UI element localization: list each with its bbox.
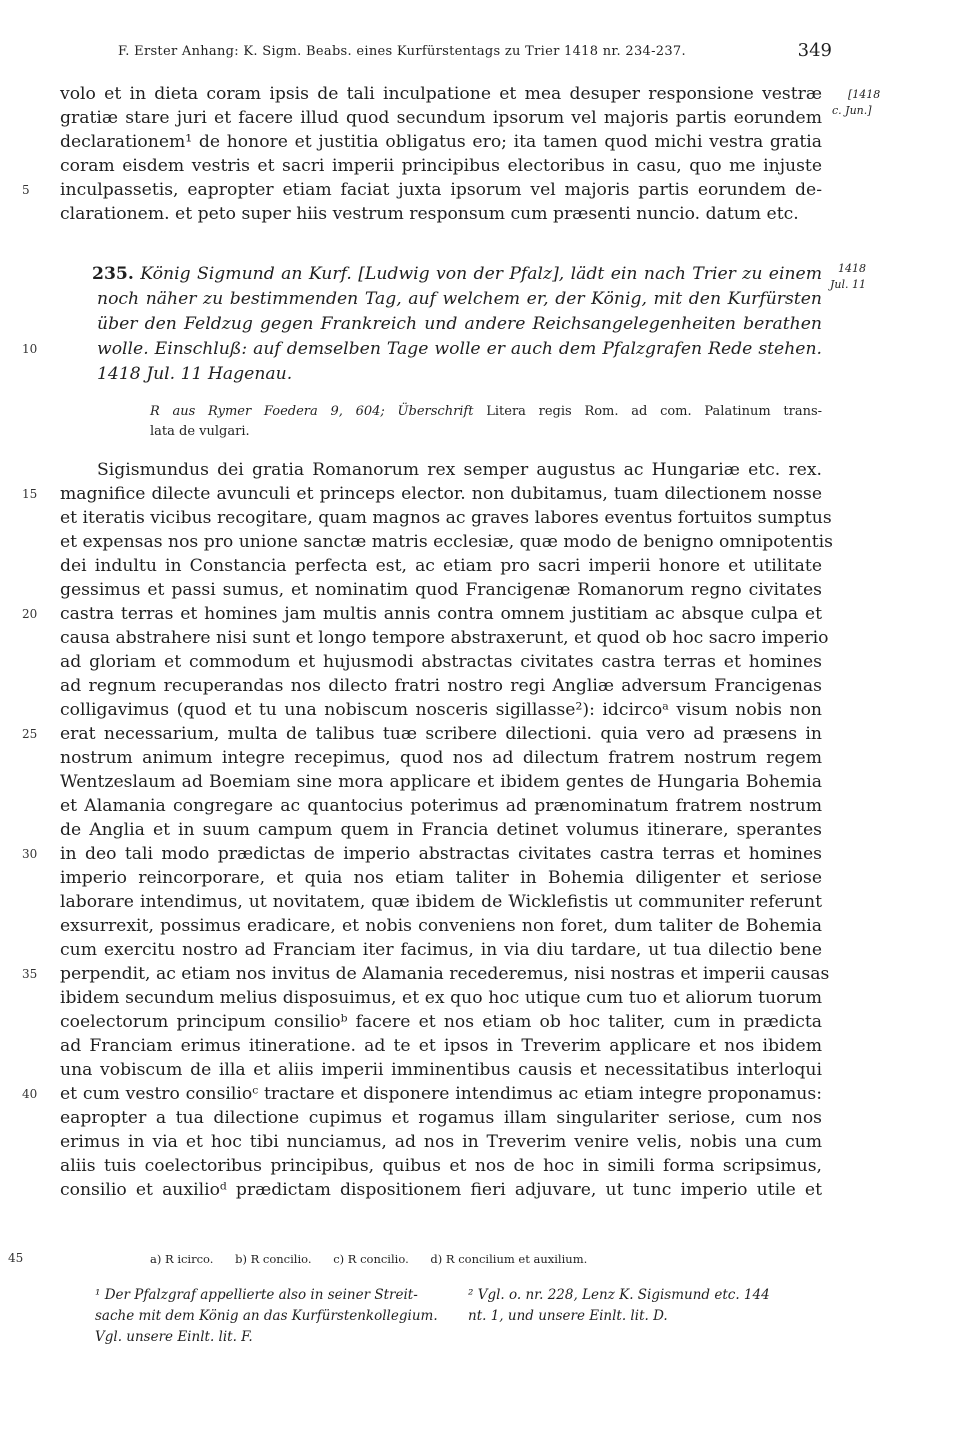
text-line: gessimus et passi sumus, et nominatim quod Francigenæ Romanorum regno civitates (60, 580, 822, 600)
text-line: causa abstrahere nisi sunt et longo tempore abstraxerunt, et quod ob hoc sacro imperio (60, 628, 829, 648)
doc-heading-line: 1418 Jul. 11 Hagenau. (97, 364, 293, 384)
text-line: castra terras et homines jam multis annis contra omnem justitiam ac absque culpa et (60, 604, 822, 624)
text-line: ibidem secundum melius disposuimus, et ex quo hoc utique cum tuo et aliorum tuorum (60, 988, 822, 1008)
text-line: et iteratis vicibus recogitare, quam magnos ac graves labores eventus fortuitos sumptus (60, 508, 832, 528)
source-note-line: lata de vulgari. (150, 424, 250, 439)
line-number: 25 (22, 727, 38, 741)
text-line: ad Franciam erimus itineratione. ad te et ipsos in Treverim applicare et nos ibidem (60, 1036, 822, 1056)
doc-heading-line: wolle. Einschluß: auf demselben Tage wolle er auch dem Pfalzgrafen Rede stehen. (97, 339, 822, 359)
text-line: coram eisdem vestris et sacri imperii principibus electoribus in casu, quo me injuste (60, 156, 822, 176)
text-line: aliis tuis coelectoribus principibus, quibus et nos de hoc in simili forma scripsimus, (60, 1156, 822, 1176)
line-number: 15 (22, 487, 38, 501)
text-line: erat necessarium, multa de talibus tuæ scribere dilectioni. quia vero ad præsens in (60, 724, 822, 744)
running-header (118, 40, 832, 66)
apparatus-note: b) R concilio. (235, 1252, 312, 1266)
apparatus-note: c) R concilio. (333, 1252, 409, 1266)
source-note-italic: R aus Rymer Foedera 9, 604; Überschrift (150, 404, 474, 419)
text-line: Wentzeslaum ad Boemiam sine mora applicare et ibidem gentes de Hungaria Bohemia (60, 772, 822, 792)
line-number: 5 (22, 183, 30, 197)
margin-date-235-day: Jul. 11 (830, 278, 867, 291)
margin-date-top-year: [1418 (848, 88, 881, 101)
text-line: Sigismundus dei gratia Romanorum rex semper augustus ac Hungariæ etc. rex. (97, 460, 822, 480)
line-number: 40 (22, 1087, 38, 1101)
text-line: erimus in via et hoc tibi nunciamus, ad nos in Treverim venire velis, nobis una cum (60, 1132, 822, 1152)
apparatus-note: a) R icirco. (150, 1252, 214, 1266)
line-number: 35 (22, 967, 38, 981)
text-line: dei indultu in Constancia perfecta est, ac etiam pro sacri imperii honore et utilitate (60, 556, 822, 576)
text-line: eapropter a tua dilectione cupimus et rogamus illam singulariter seriose, cum nos (60, 1108, 822, 1128)
text-line: exsurrexit, possimus eradicare, et nobis conveniens non foret, dum taliter de Bohemia (60, 916, 822, 936)
footnote-line: Vgl. unsere Einlt. lit. F. (95, 1329, 253, 1345)
footnote-line: ² Vgl. o. nr. 228, Lenz K. Sigismund etc. 144 (468, 1287, 770, 1303)
doc-heading-line (92, 262, 822, 286)
doc-heading-line: noch näher zu bestimmenden Tag, auf welchem er, der König, mit den Kurfürsten (97, 289, 822, 309)
text-line: de Anglia et in suum campum quem in Francia detinet volumus itinerare, sperantes (60, 820, 822, 840)
source-note-rest: Litera regis Rom. ad com. Palatinum trans- (486, 404, 823, 419)
footnote-2 (468, 1285, 828, 1327)
text-line: et Alamania congregare ac quantocius poterimus ad prænominatum fratrem nostrum (60, 796, 822, 816)
line-number: 20 (22, 607, 38, 621)
margin-date-235-year: 1418 (838, 262, 866, 275)
running-title: F. Erster Anhang: K. Sigm. Beabs. eines Kurfürstentags zu Trier 1418 nr. 234-237. (118, 44, 686, 59)
text-line: magnifice dilecte avunculi et princeps elector. non dubitamus, tuam dilectionem nosse (60, 484, 822, 504)
line-number: 45 (8, 1251, 24, 1265)
apparatus-note: d) R concilium et auxilium. (430, 1252, 588, 1266)
text-line: imperio reincorporare, et quia nos etiam taliter in Bohemia diligenter et seriose (60, 868, 822, 888)
page-number: 349 (797, 40, 832, 61)
text-line: volo et in dieta coram ipsis de tali inculpatione et mea desuper responsione vestræ (60, 84, 822, 104)
text-line: nostrum animum integre recepimus, quod nos ad dilectum fratrem nostrum regem (60, 748, 822, 768)
source-note-line (150, 402, 822, 422)
text-line: inculpassetis, eapropter etiam faciat juxta ipsorum vel majoris partis eorundem de- (60, 180, 822, 200)
text-line: coelectorum principum consilioᵇ facere et nos etiam ob hoc taliter, cum in prædicta (60, 1012, 822, 1032)
doc-heading-line: über den Feldzug gegen Frankreich und andere Reichsangelegenheiten berathen (97, 314, 822, 334)
doc-number: 235. (92, 264, 134, 284)
text-line: una vobiscum de illa et aliis imperii imminentibus causis et necessitatibus interloqui (60, 1060, 822, 1080)
line-number: 10 (22, 342, 38, 356)
line-number: 30 (22, 847, 38, 861)
text-line: clarationem. et peto super hiis vestrum responsum cum præsenti nuncio. datum etc. (60, 204, 799, 224)
footnote-line: sache mit dem König an das Kurfürstenkollegium. (95, 1308, 438, 1324)
text-line: ad gloriam et commodum et hujusmodi abstractas civitates castra terras et homines (60, 652, 822, 672)
text-line: et cum vestro consilioᶜ tractare et disponere intendimus ac etiam integre proponamus: (60, 1084, 822, 1104)
text-line: gratiæ stare juri et facere illud quod secundum ipsorum vel majoris partis eorundem (60, 108, 822, 128)
doc-heading-text: König Sigmund an Kurf. [Ludwig von der Pfalz], lädt ein nach Trier zu einem (140, 264, 823, 284)
text-line: perpendit, ac etiam nos invitus de Alamania recederemus, nisi nostras et imperii causas (60, 964, 830, 984)
critical-apparatus (150, 1252, 790, 1266)
text-line: declarationem¹ de honore et justitia obligatus ero; ita tamen quod michi vestra gratia (60, 132, 822, 152)
footnote-line: ¹ Der Pfalzgraf appellierte also in seiner Streit- (95, 1287, 418, 1303)
footnote-1 (95, 1285, 445, 1348)
margin-date-top-day: c. Jun.] (832, 104, 872, 117)
text-line: laborare intendimus, ut novitatem, quæ ibidem de Wicklefistis ut communiter referunt (60, 892, 822, 912)
text-line: ad regnum recuperandas nos dilecto fratri nostro regi Angliæ adversum Francigenas (60, 676, 822, 696)
text-line: colligavimus (quod et tu una nobiscum nosceris sigillasse²): idcircoᵃ visum nobis non (60, 700, 822, 720)
text-line: consilio et auxilioᵈ prædictam dispositionem fieri adjuvare, ut tunc imperio utile et (60, 1180, 822, 1200)
text-line: in deo tali modo prædictas de imperio abstractas civitates castra terras et homines (60, 844, 822, 864)
text-line: cum exercitu nostro ad Franciam iter facimus, in via diu tardare, ut tua dilectio bene (60, 940, 822, 960)
footnote-line: nt. 1, und unsere Einlt. lit. D. (468, 1308, 668, 1324)
text-line: et expensas nos pro unione sanctæ matris ecclesiæ, quæ modo de benigno omnipotentis (60, 532, 833, 552)
